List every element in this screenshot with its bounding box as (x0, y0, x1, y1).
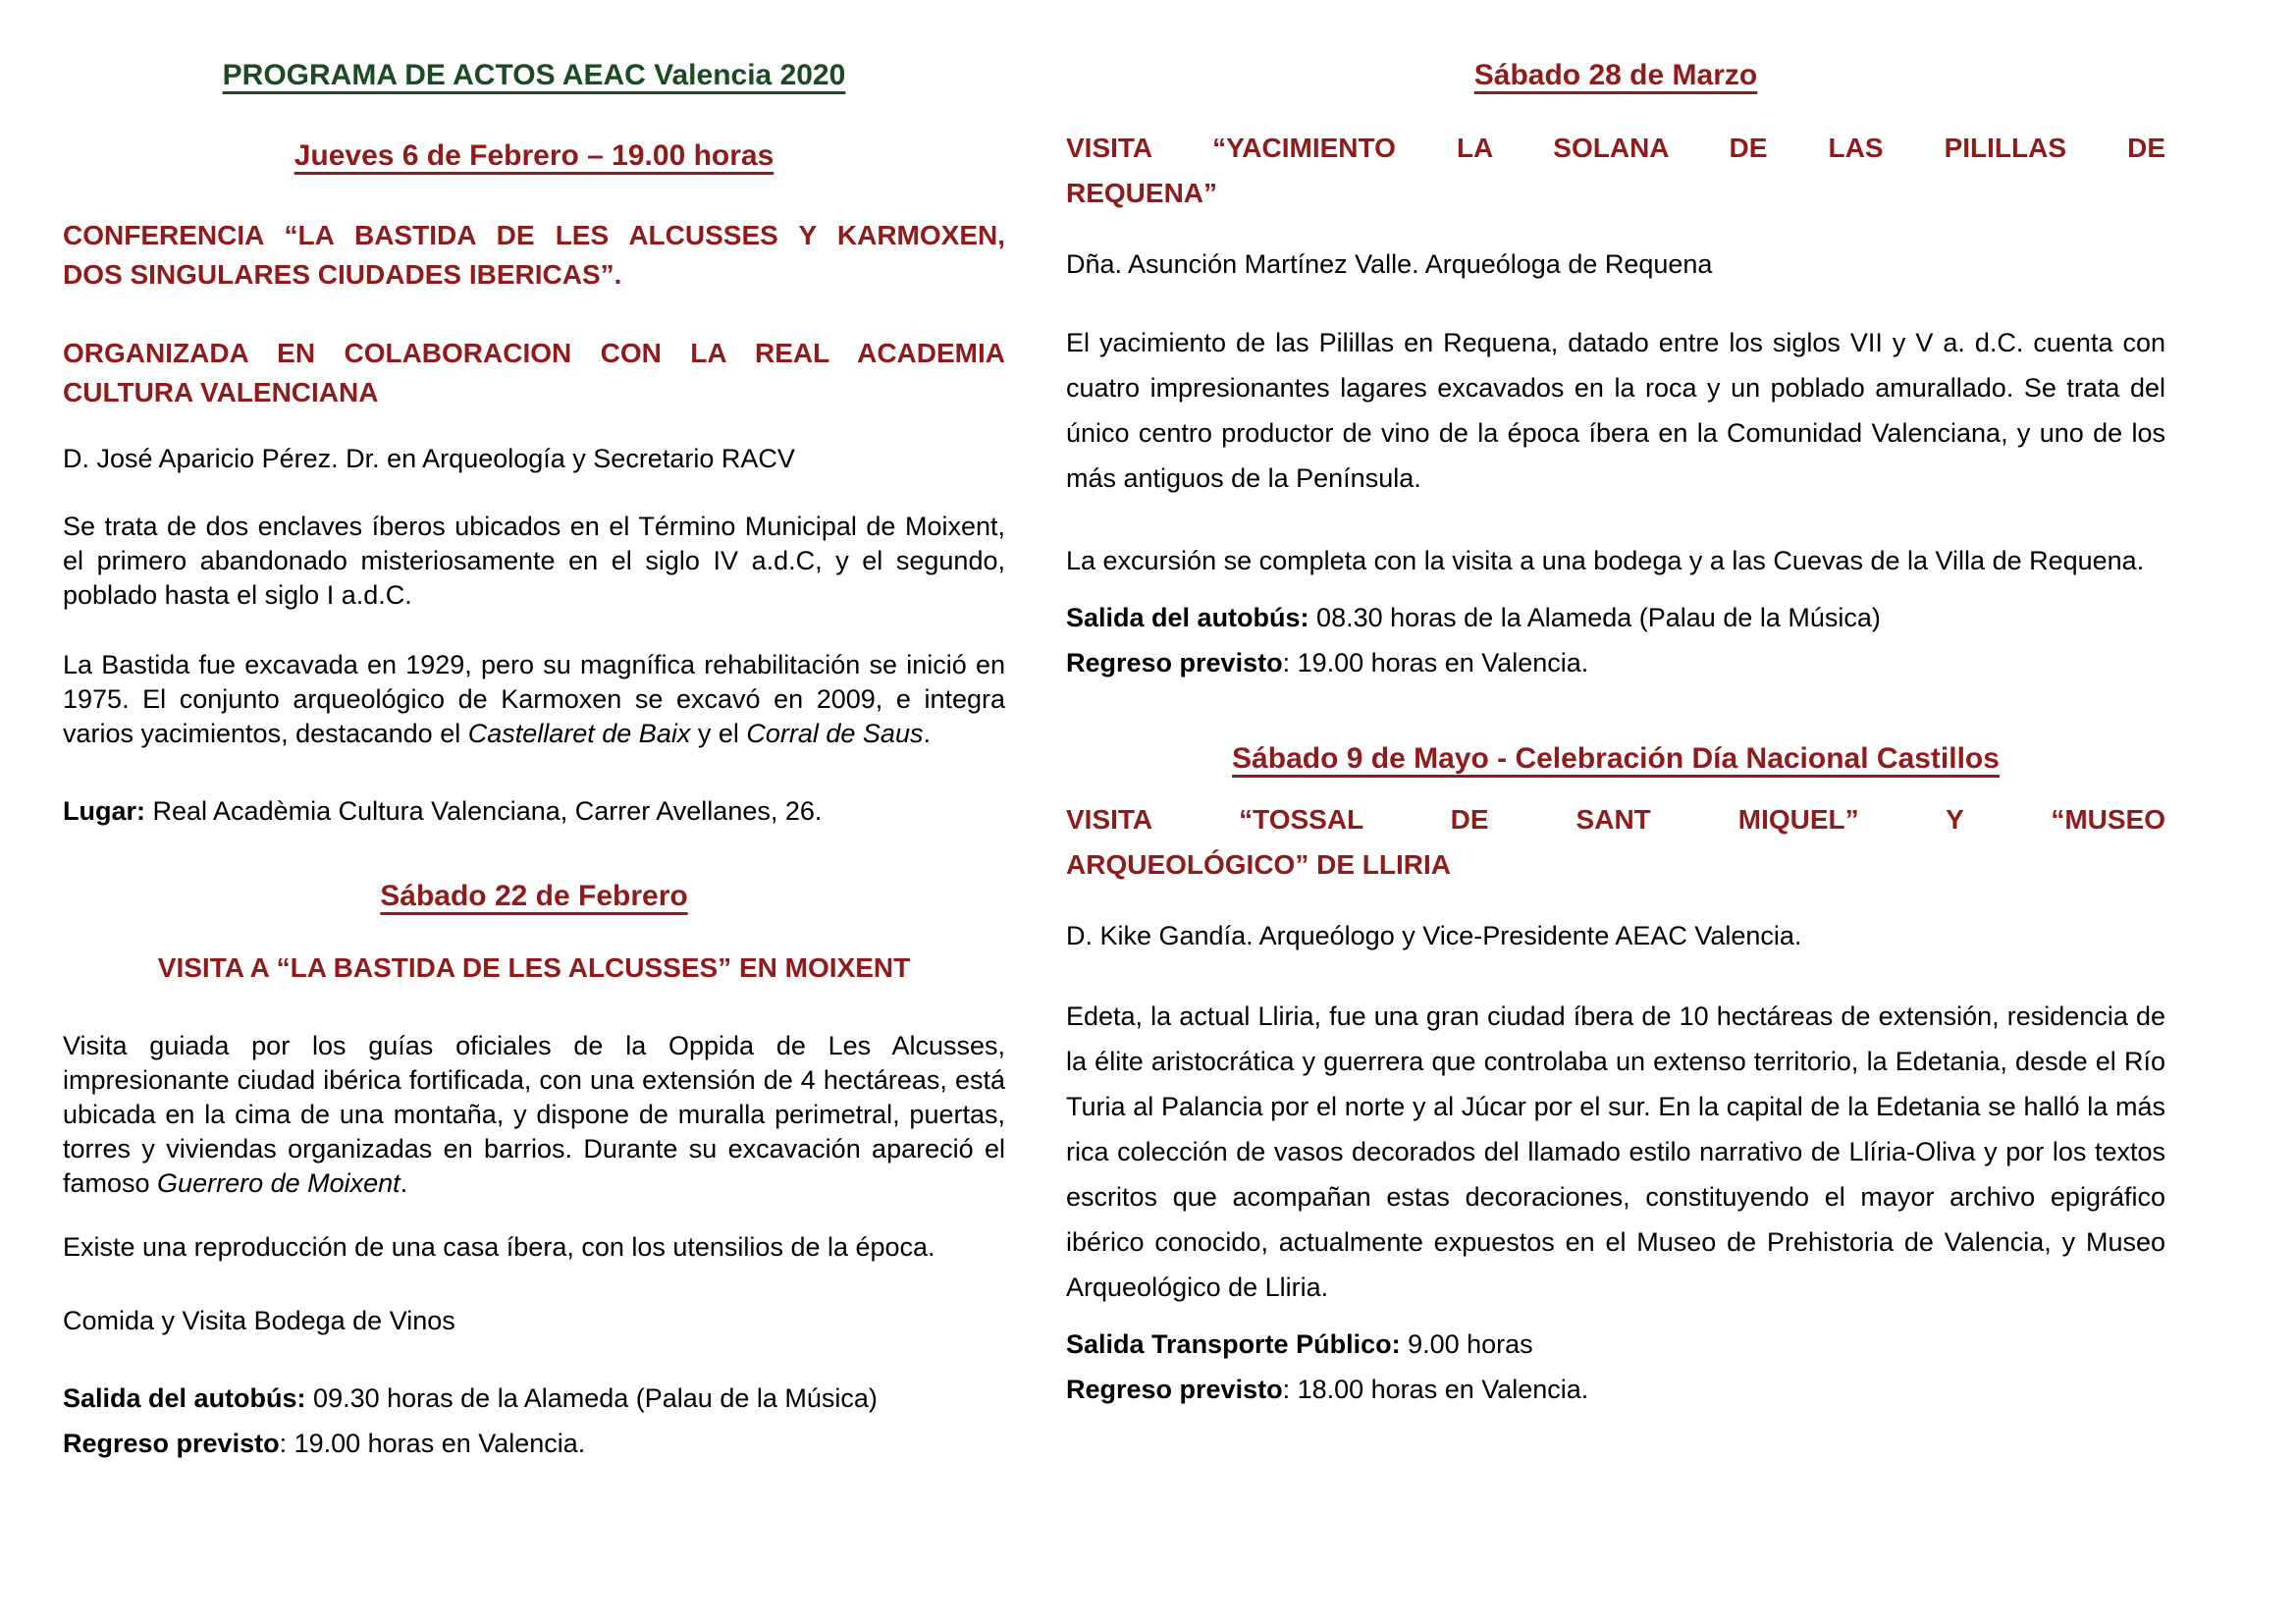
event1-paragraph-2 (63, 648, 1005, 751)
event1-date-heading (63, 137, 1005, 175)
event2-return-line (63, 1427, 1005, 1461)
conference-title-line1: CONFERENCIA “LA BASTIDA DE LES ALCUSSES Y KARMOXEN, (63, 220, 1005, 250)
event3-paragraph-1: El yacimiento de las Pilillas en Requena, datado entre los siglos VII y V a. d.C. cuenta con cuatro impresionantes lagares excavados en la roca y un poblado amurallado. Se trata del único centro productor de vino de la época íbera en la Comunidad Valenciana, y uno de los más antiguos de la Península. (1066, 328, 2165, 493)
event2-visit-title: VISITA A “LA BASTIDA DE LES ALCUSSES” EN MOIXENT (157, 952, 911, 983)
visit-title-line2: ARQUEOLÓGICO” DE LLIRIA (1066, 849, 1451, 880)
event4-visit-title (1066, 797, 2165, 888)
departure-label: Salida del autobús: (1066, 603, 1309, 632)
event4-speaker: D. Kike Gandía. Arqueólogo y Vice-Presidente AEAC Valencia. (1066, 921, 1802, 950)
event1-date-text: Jueves 6 de Febrero – 19.00 horas (294, 139, 774, 172)
return-value: : 18.00 horas en Valencia. (1282, 1375, 1589, 1404)
text-run: La Bastida fue excavada en 1929, pero su magnífica rehabilitación se inició en 1975. El conjunto arqueológico de Karmoxen se excavó en 2009, e integra varios yacimientos, destacando el (63, 650, 1005, 748)
text-run: y el (690, 719, 747, 748)
organizer-title-line2: CULTURA VALENCIANA (63, 377, 379, 407)
return-value: : 19.00 horas en Valencia. (279, 1429, 586, 1458)
conference-title-line2: DOS SINGULARES CIUDADES IBERICAS”. (63, 259, 622, 290)
return-label: Regreso previsto (1066, 1375, 1283, 1404)
event2-departure-line (63, 1381, 1005, 1416)
event3-date-heading (1066, 57, 2165, 94)
document-title-text: PROGRAMA DE ACTOS AEAC Valencia 2020 (222, 59, 846, 91)
event1-location-line (63, 794, 1005, 829)
departure-value: 08.30 horas de la Alameda (Palau de la Música) (1308, 603, 1881, 632)
return-value: : 19.00 horas en Valencia. (1282, 648, 1589, 677)
visit-title-line2: REQUENA” (1066, 178, 1218, 208)
site-name-italic: Corral de Saus (746, 719, 924, 748)
event2-paragraph-2: Existe una reproducción de una casa íbera, con los utensilios de la época. (63, 1232, 935, 1262)
return-label: Regreso previsto (63, 1429, 280, 1458)
site-name-italic: Castellaret de Baix (467, 719, 691, 748)
event1-organizer-title (63, 334, 1005, 412)
event2-date-heading (63, 878, 1005, 915)
event4-date-text: Sábado 9 de Mayo - Celebración Día Nacional Castillos (1232, 742, 2000, 775)
departure-value: 09.30 horas de la Alameda (Palau de la Música) (305, 1383, 878, 1413)
left-column (63, 57, 1005, 1624)
location-value: Real Acadèmia Cultura Valenciana, Carrer Avellanes, 26. (145, 796, 823, 826)
event4-paragraph-1: Edeta, la actual Lliria, fue una gran ciudad íbera de 10 hectáreas de extensión, residencia de la élite aristocrática y guerrera que controlaba un extenso territorio, la Edetania, desde el Río Turia al Palancia por el norte y al Júcar por el sur. En la capital de la Edetania se halló la más rica colección de vasos decorados del llamado estilo narrativo de Llíria-Oliva y por los textos escritos que acompañan estas decoraciones, constituyendo el mayor archivo epigráfico ibérico conocido, actualmente expuestos en el Museo de Prehistoria de Valencia, y Museo Arqueológico de Lliria. (1066, 1001, 2165, 1302)
location-label: Lugar: (63, 796, 145, 826)
event3-speaker: Dña. Asunción Martínez Valle. Arqueóloga de Requena (1066, 249, 1713, 279)
event3-departure-line (1066, 595, 2165, 640)
right-column (1066, 57, 2165, 1624)
site-name-italic: Guerrero de Moixent (157, 1168, 400, 1198)
event4-date-heading (1066, 740, 2165, 778)
event1-conference-title (63, 216, 1005, 295)
visit-title-line1: VISITA “TOSSAL DE SANT MIQUEL” Y “MUSEO (1066, 804, 2165, 835)
visit-title-line1: VISITA “YACIMIENTO LA SOLANA DE LAS PILILLAS DE (1066, 133, 2165, 163)
event3-date-text: Sábado 28 de Marzo (1473, 59, 1758, 91)
event3-visit-title (1066, 126, 2165, 216)
organizer-title-line1: ORGANIZADA EN COLABORACION CON LA REAL ACADEMIA (63, 338, 1005, 368)
text-run: . (400, 1168, 408, 1198)
event3-return-line (1066, 640, 2165, 685)
event2-paragraph-3: Comida y Visita Bodega de Vinos (63, 1306, 455, 1335)
event2-date-text: Sábado 22 de Febrero (380, 880, 688, 912)
return-label: Regreso previsto (1066, 648, 1283, 677)
event1-paragraph-1: Se trata de dos enclaves íberos ubicados en el Término Municipal de Moixent, el primero abandonado misteriosamente en el siglo IV a.d.C, y el segundo, poblado hasta el siglo I a.d.C. (63, 512, 1005, 610)
text-run: Visita guiada por los guías oficiales de la Oppida de Les Alcusses, impresionante ciudad ibérica fortificada, con una extensión de 4 hectáreas, está ubicada en la cima de una montaña, y dispone de muralla perimetral, puertas, torres y viviendas organizadas en barrios. Durante su excavación apareció el famoso (63, 1031, 1005, 1198)
document-title (63, 57, 1005, 94)
event2-paragraph-1 (63, 1029, 1005, 1201)
departure-label: Salida Transporte Público: (1066, 1329, 1401, 1359)
departure-label: Salida del autobús: (63, 1383, 306, 1413)
event4-departure-line (1066, 1322, 2165, 1367)
event1-speaker: D. José Aparicio Pérez. Dr. en Arqueología y Secretario RACV (63, 444, 795, 473)
text-run: . (923, 719, 931, 748)
departure-value: 9.00 horas (1400, 1329, 1533, 1359)
event3-paragraph-2: La excursión se completa con la visita a una bodega y a las Cuevas de la Villa de Requena. (1066, 546, 2145, 575)
event4-return-line (1066, 1367, 2165, 1412)
